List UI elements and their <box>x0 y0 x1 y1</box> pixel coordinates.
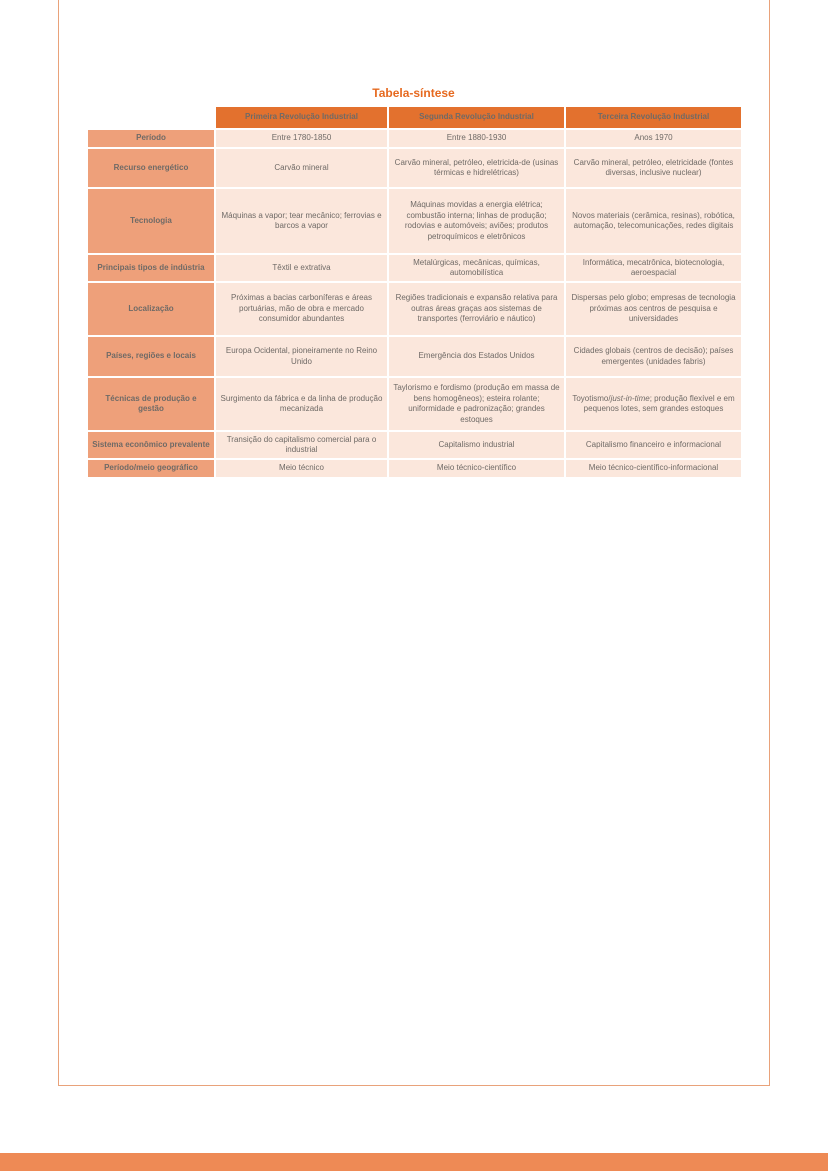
table-cell: Metalúrgicas, mecânicas, químicas, automobilística <box>389 255 564 281</box>
row-header: Período/meio geográfico <box>88 460 214 477</box>
table-row <box>88 432 741 458</box>
row-header: Sistema econômico prevalente <box>88 432 214 458</box>
table-cell: Dispersas pelo globo; empresas de tecnologia próximas aos centros de pesquisa e universidades <box>566 283 741 335</box>
corner-cell <box>88 107 214 128</box>
table-cell: Capitalismo financeiro e informacional <box>566 432 741 458</box>
row-header: Principais tipos de indústria <box>88 255 214 281</box>
table-title: Tabela-síntese <box>372 86 455 100</box>
table-row <box>88 337 741 376</box>
table-row <box>88 255 741 281</box>
table-cell: Novos materiais (cerâmica, resinas), robótica, automação, telecomunicações, redes digitais <box>566 189 741 253</box>
table-cell: Surgimento da fábrica e da linha de produção mecanizada <box>216 378 387 430</box>
table-cell: Informática, mecatrônica, biotecnologia, aeroespacial <box>566 255 741 281</box>
table-cell: Anos 1970 <box>566 130 741 147</box>
table-cell: Toyotismo/just-in-time; produção flexível e em pequenos lotes, sem grandes estoques <box>566 378 741 430</box>
row-header: Localização <box>88 283 214 335</box>
table-cell: Taylorismo e fordismo (produção em massa de bens homogêneos); esteira rolante; uniformidade e padronização; grandes estoques <box>389 378 564 430</box>
row-header: Recurso energético <box>88 149 214 187</box>
table-row <box>88 378 741 430</box>
table-cell: Emergência dos Estados Unidos <box>389 337 564 376</box>
table-cell: Entre 1780-1850 <box>216 130 387 147</box>
table-cell: Têxtil e extrativa <box>216 255 387 281</box>
table-row <box>88 460 741 477</box>
table-cell: Meio técnico-científico <box>389 460 564 477</box>
row-header: Período <box>88 130 214 147</box>
table-row <box>88 189 741 253</box>
bottom-color-band <box>0 1153 828 1171</box>
table-row <box>88 149 741 187</box>
table-cell: Carvão mineral, petróleo, eletricida-de (usinas térmicas e hidrelétricas) <box>389 149 564 187</box>
row-header: Técnicas de produção e gestão <box>88 378 214 430</box>
table-header-row <box>88 107 741 128</box>
table-cell: Regiões tradicionais e expansão relativa para outras áreas graças aos sistemas de transportes (ferroviário e náutico) <box>389 283 564 335</box>
table-cell: Meio técnico <box>216 460 387 477</box>
table-row <box>88 283 741 335</box>
table-cell: Carvão mineral, petróleo, eletricidade (fontes diversas, inclusive nuclear) <box>566 149 741 187</box>
column-header: Terceira Revolução Industrial <box>566 107 741 128</box>
synthesis-table <box>86 105 743 479</box>
table-cell: Europa Ocidental, pioneiramente no Reino Unido <box>216 337 387 376</box>
row-header: Tecnologia <box>88 189 214 253</box>
table-cell: Capitalismo industrial <box>389 432 564 458</box>
table-row <box>88 130 741 147</box>
table-cell: Carvão mineral <box>216 149 387 187</box>
table-cell: Máquinas movidas a energia elétrica; combustão interna; linhas de produção; rodovias e automóveis; aviões; produtos petroquímicos e eletrônicos <box>389 189 564 253</box>
table-cell: Meio técnico-científico-informacional <box>566 460 741 477</box>
table-cell: Máquinas a vapor; tear mecânico; ferrovias e barcos a vapor <box>216 189 387 253</box>
table-cell: Entre 1880-1930 <box>389 130 564 147</box>
row-header: Países, regiões e locais <box>88 337 214 376</box>
column-header: Segunda Revolução Industrial <box>389 107 564 128</box>
column-header: Primeira Revolução Industrial <box>216 107 387 128</box>
table-cell: Cidades globais (centros de decisão); países emergentes (unidades fabris) <box>566 337 741 376</box>
table-cell: Próximas a bacias carboníferas e áreas portuárias, mão de obra e mercado consumidor abundantes <box>216 283 387 335</box>
table-cell: Transição do capitalismo comercial para o industrial <box>216 432 387 458</box>
